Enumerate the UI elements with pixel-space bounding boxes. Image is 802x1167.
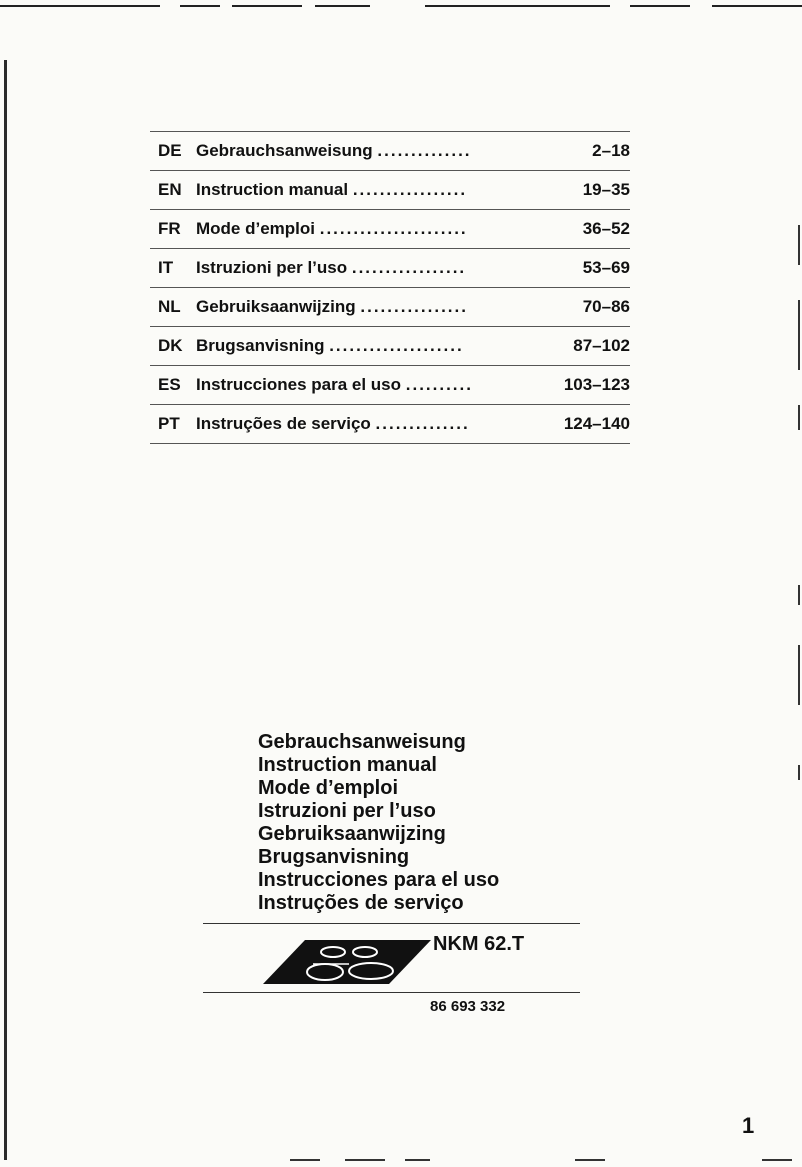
toc-title: Instrucciones para el uso [196, 375, 402, 394]
ceramic-hob-icon [261, 938, 433, 986]
title-de: Gebrauchsanweisung [258, 731, 466, 753]
part-number: 86 693 332 [430, 998, 506, 1015]
toc-title: Mode d’emploi [196, 219, 315, 238]
page-number: 1 [742, 1113, 755, 1138]
language-code: DK [158, 336, 183, 355]
divider [203, 992, 580, 993]
title-pt: Instruções de serviço [258, 892, 464, 914]
toc-row[interactable]: DK Brugsanvisning .................... 87–102 [150, 326, 630, 365]
toc-title: Gebruiksaanwijzing [196, 297, 356, 316]
manual-titles [258, 731, 499, 915]
language-code: FR [158, 219, 181, 238]
toc-row[interactable]: EN Instruction manual ................. 19–35 [150, 170, 630, 209]
language-code: NL [158, 297, 181, 316]
binding-edge [4, 60, 7, 1160]
toc-row[interactable]: IT Istruzioni per l’uso ................. 53–69 [150, 248, 630, 287]
toc-row[interactable]: PT Instruções de serviço .............. 124–140 [150, 404, 630, 444]
toc-row[interactable]: ES Instrucciones para el uso .......... 103–123 [150, 365, 630, 404]
edge-mark [180, 5, 220, 7]
page-range: 19–35 [582, 180, 630, 199]
edge-mark [315, 5, 370, 7]
page-range: 103–123 [563, 375, 630, 394]
page-range: 124–140 [563, 414, 630, 433]
toc-title: Instruction manual [196, 180, 349, 199]
title-fr: Mode d’emploi [258, 777, 398, 799]
toc-title: Gebrauchsanweisung [196, 141, 373, 160]
language-code: PT [158, 414, 180, 433]
toc-row[interactable]: FR Mode d’emploi ...................... 36–52 [150, 209, 630, 248]
edge-mark [630, 5, 690, 7]
title-dk: Brugsanvisning [258, 846, 410, 868]
language-code: DE [158, 141, 182, 160]
edge-mark [798, 585, 800, 605]
edge-mark [0, 5, 160, 7]
edge-mark [425, 5, 610, 7]
toc-title: Brugsanvisning [196, 336, 325, 355]
language-contents-table [150, 131, 630, 444]
divider [203, 923, 580, 924]
toc-title: Istruzioni per l’uso [196, 258, 348, 277]
toc-title: Instruções de serviço [196, 414, 371, 433]
title-en: Instruction manual [258, 754, 437, 776]
model-row [203, 925, 580, 993]
page-range: 87–102 [573, 336, 630, 355]
edge-mark [232, 5, 302, 7]
edge-mark [798, 765, 800, 780]
model-name: NKM 62.T [433, 933, 525, 955]
edge-mark [345, 1159, 385, 1161]
page-range: 53–69 [582, 258, 630, 277]
language-code: EN [158, 180, 182, 199]
edge-mark [575, 1159, 605, 1161]
edge-mark [290, 1159, 320, 1161]
edge-mark [798, 645, 800, 705]
edge-mark [798, 405, 800, 430]
edge-mark [798, 300, 800, 370]
edge-mark [762, 1159, 792, 1161]
title-nl: Gebruiksaanwijzing [258, 823, 446, 845]
page-range: 36–52 [582, 219, 630, 238]
language-code: ES [158, 375, 181, 394]
language-code: IT [158, 258, 174, 277]
title-it: Istruzioni per l’uso [258, 800, 436, 822]
page-range: 2–18 [592, 141, 630, 160]
toc-row[interactable]: DE Gebrauchsanweisung .............. 2–18 [150, 131, 630, 170]
edge-mark [712, 5, 802, 7]
toc-row[interactable]: NL Gebruiksaanwijzing ................ 70–86 [150, 287, 630, 326]
edge-mark [798, 225, 800, 265]
title-es: Instrucciones para el uso [258, 869, 500, 891]
page-range: 70–86 [582, 297, 630, 316]
edge-mark [405, 1159, 430, 1161]
